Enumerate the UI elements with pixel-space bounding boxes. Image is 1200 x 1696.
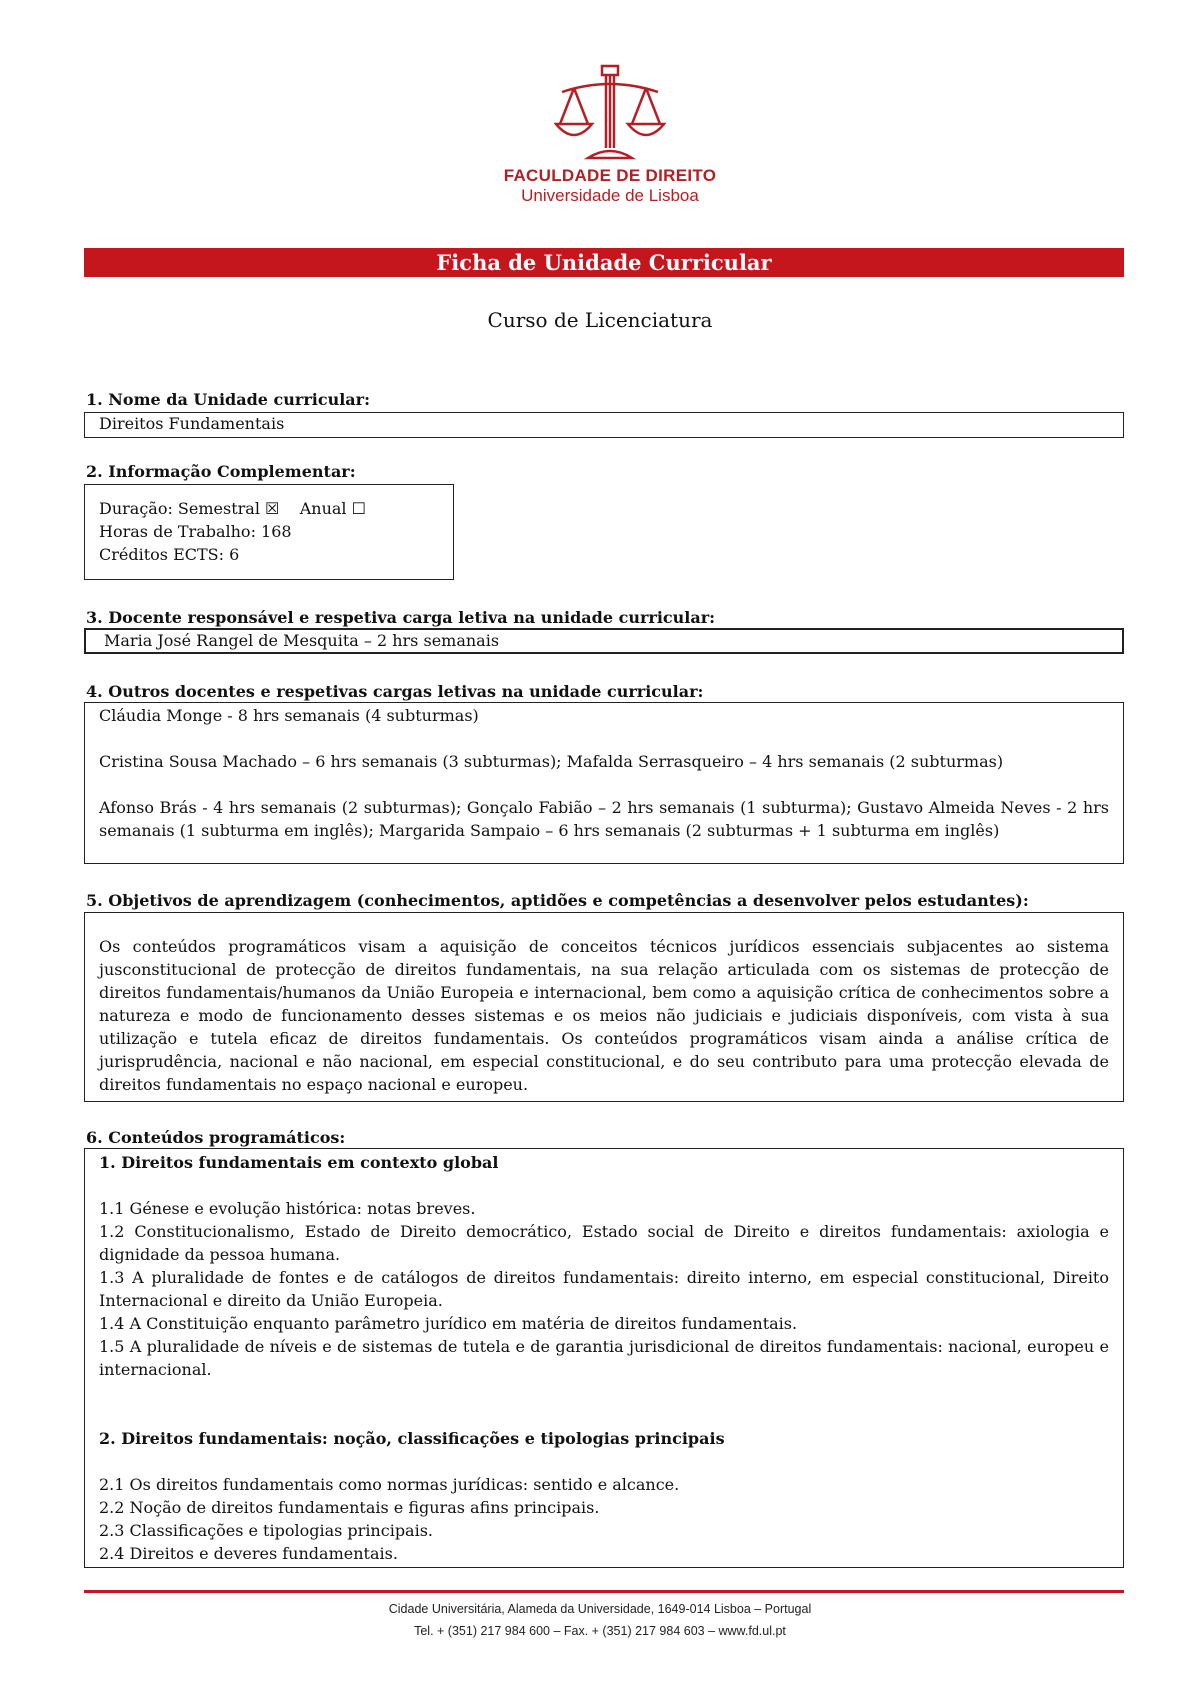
scales-of-justice-icon [554,62,666,162]
learning-objectives-text: Os conteúdos programáticos visam a aquisição de conceitos técnicos jurídicos essenciais subjacentes ao sistema jusconstitucional de protecção de direitos fundamentais, na sua relação articulada com os sistemas de protecção de direitos fundamentais/humanos da União Europeia e internacional, bem como a aquisição crítica de conhecimentos sobre a natureza e modo de funcionamento desses sistemas e os meios não judiciais e judiciais disponíveis, com vista à sua utilização e tutela eficaz de direitos fundamentais. Os conteúdos programáticos visam ainda a análise crítica de jurisprudência, nacional e não nacional, em especial constitucional, e do seu contributo para uma protecção elevada de direitos fundamentais no espaço nacional e europeu. [99,937,1109,1094]
syllabus-item: 2.3 Classificações e tipologias principais. [99,1521,434,1540]
section-1-heading: 1. Nome da Unidade curricular: [86,390,370,409]
other-lecturers-p3: Afonso Brás - 4 hrs semanais (2 subturmas); Gonçalo Fabião – 2 hrs semanais (1 subturma); Gustavo Almeida Neves - 2 hrs semanais (1 subturma em inglês); Margarida Sampaio – 6 hrs semanais (2 subturmas + 1 subturma em inglês) [99,798,1109,840]
syllabus-item: 2.1 Os direitos fundamentais como normas jurídicas: sentido e alcance. [99,1475,680,1494]
footer-contacts: Tel. + (351) 217 984 600 – Fax. + (351) 217 984 603 – www.fd.ul.pt [414,1624,786,1638]
logo-faculty-name: FACULDADE DE DIREITO [503,166,717,185]
syllabus-item: 1.4 A Constituição enquanto parâmetro jurídico em matéria de direitos fundamentais. [99,1314,798,1333]
section-6-heading: 6. Conteúdos programáticos: [86,1128,346,1147]
complementary-info-box [84,484,454,580]
syllabus-item: 1.1 Génese e evolução histórica: notas breves. [99,1199,476,1218]
syllabus-part1-title: 1. Direitos fundamentais em contexto global [99,1153,499,1172]
syllabus-item: 1.5 A pluralidade de níveis e de sistemas de tutela e de garantia jurisdicional de direitos fundamentais: nacional, europeu e internacional. [99,1337,1109,1379]
footer-divider [84,1590,1124,1593]
other-lecturers-p1: Cláudia Monge - 8 hrs semanais (4 subturmas) [99,706,479,725]
section-3-heading: 3. Docente responsável e respetiva carga letiva na unidade curricular: [86,608,716,627]
syllabus-item: 2.4 Direitos e deveres fundamentais. [99,1544,398,1563]
duration-line: Duração: Semestral ☒ Anual ☐ [99,499,366,518]
syllabus-item: 1.2 Constitucionalismo, Estado de Direito democrático, Estado social de Direito e direitos fundamentais: axiologia e dignidade da pessoa humana. [99,1222,1109,1264]
course-subtitle: Curso de Licenciatura [487,308,713,332]
other-lecturers-p2: Cristina Sousa Machado – 6 hrs semanais (3 subturmas); Mafalda Serrasqueiro – 4 hrs semanais (2 subturmas) [99,752,1004,771]
other-lecturers-box [84,702,1124,864]
form-title: Ficha de Unidade Curricular [84,248,1124,277]
syllabus-item: 1.3 A pluralidade de fontes e de catálogos de direitos fundamentais: direito interno, em especial constitucional, Direito Internacional e direito da União Europeia. [99,1268,1109,1310]
learning-objectives-box [84,912,1124,1102]
logo-university-name: Universidade de Lisboa [521,186,699,205]
syllabus-item: 2.2 Noção de direitos fundamentais e figuras afins principais. [99,1498,600,1517]
work-hours-line: Horas de Trabalho: 168 [99,522,292,541]
section-4-heading: 4. Outros docentes e respetivas cargas letivas na unidade curricular: [86,682,704,701]
course-name-field [84,412,1124,438]
ects-credits-line: Créditos ECTS: 6 [99,545,240,564]
footer-address: Cidade Universitária, Alameda da Universidade, 1649-014 Lisboa – Portugal [388,1602,812,1616]
syllabus-box [84,1148,1124,1568]
section-2-heading: 2. Informação Complementar: [86,462,356,481]
syllabus-part2-title: 2. Direitos fundamentais: noção, classificações e tipologias principais [99,1429,725,1448]
course-name-value: Direitos Fundamentais [99,414,285,433]
responsible-lecturer-value: Maria José Rangel de Mesquita – 2 hrs semanais [104,631,500,650]
responsible-lecturer-field [84,628,1124,654]
section-5-heading: 5. Objetivos de aprendizagem (conhecimentos, aptidões e competências a desenvolver pelos estudantes): [86,891,1029,910]
faculty-logo [490,62,730,212]
